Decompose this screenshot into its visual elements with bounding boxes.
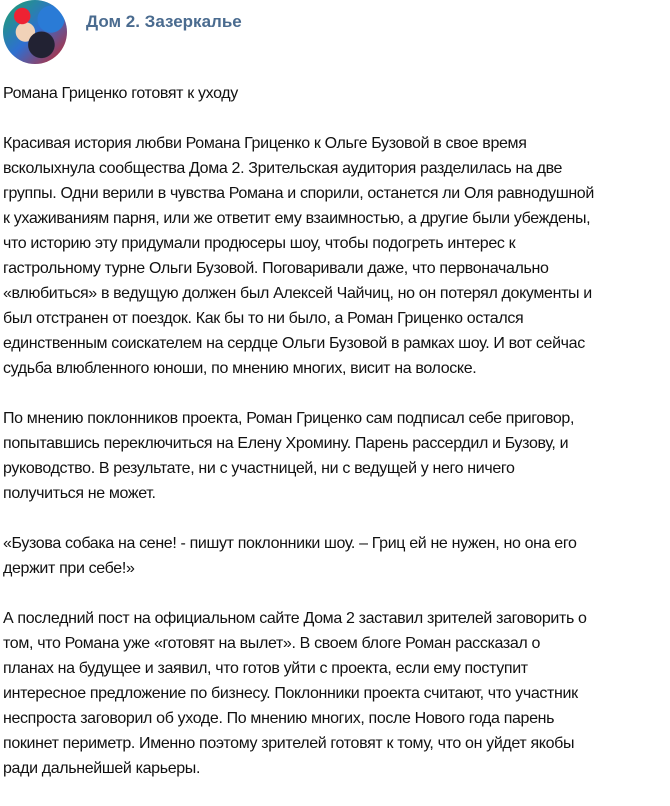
post-header: [0, 0, 670, 70]
paragraph-line: судьба влюбленного юноши, по мнению многих, висит на волоске.: [3, 360, 477, 377]
paragraph-line: гастрольному турне Ольги Бузовой. Поговаривали даже, что первоначально: [3, 260, 549, 277]
post-title-text: Романа Гриценко готовят к уходу: [3, 85, 238, 102]
post-title: [3, 81, 670, 106]
paragraph-line: А последний пост на официальном сайте Дома 2 заставил зрителей заговорить о: [3, 610, 587, 627]
paragraph-line: планах на будущее и заявил, что готов уйти с проекта, если ему поступит: [3, 660, 528, 677]
paragraph-line: всколыхнула сообщества Дома 2. Зрительская аудитория разделилась на две: [3, 160, 563, 177]
post-paragraph: [3, 406, 670, 506]
paragraph-line: к ухаживаниям парня, или же ответит ему взаимностью, а другие были убеждены,: [3, 210, 591, 227]
post-paragraph: [3, 531, 670, 581]
paragraph-line: группы. Одни верили в чувства Романа и спорили, останется ли Оля равнодушной: [3, 185, 594, 202]
paragraph-line: ради дальнейшей карьеры.: [3, 760, 201, 777]
paragraph-line: руководство. В результате, ни с участницей, ни с ведущей у него ничего: [3, 460, 515, 477]
paragraph-line: держит при себе!»: [3, 560, 135, 577]
paragraph-line: «Бузова собака на сене! - пишут поклонники шоу. – Гриц ей не нужен, но она его: [3, 535, 577, 552]
paragraph-line: интересное предложение по бизнесу. Поклонники проекта считают, что участник: [3, 685, 578, 702]
paragraph-line: покинет периметр. Именно поэтому зрителей готовят к тому, что он уйдет якобы: [3, 735, 575, 752]
paragraph-line: том, что Романа уже «готовят на вылет». В своем блоге Роман рассказал о: [3, 635, 541, 652]
paragraph-line: Красивая история любви Романа Гриценко к Ольге Бузовой в свое время: [3, 135, 527, 152]
group-avatar[interactable]: [3, 0, 67, 64]
group-name-link[interactable]: Дом 2. Зазеркалье: [86, 12, 242, 31]
paragraph-line: попытавшись переключиться на Елену Хромину. Парень рассердил и Бузову, и: [3, 435, 569, 452]
paragraph-line: единственным соискателем на сердце Ольги Бузовой в рамках шоу. И вот сейчас: [3, 335, 585, 352]
paragraph-line: что историю эту придумали продюсеры шоу, чтобы подогреть интерес к: [3, 235, 516, 252]
paragraph-line: «влюбиться» в ведущую должен был Алексей Чайчиц, но он потерял документы и: [3, 285, 592, 302]
paragraph-line: получиться не может.: [3, 485, 156, 502]
post-paragraph: [3, 131, 670, 381]
paragraph-line: По мнению поклонников проекта, Роман Гриценко сам подписал себе приговор,: [3, 410, 575, 427]
post-body: [3, 81, 670, 806]
post-paragraph: [3, 606, 670, 781]
paragraph-line: был отстранен от поездок. Как бы то ни было, а Роман Гриценко остался: [3, 310, 524, 327]
paragraph-line: неспроста заговорил об уходе. По мнению многих, после Нового года парень: [3, 710, 555, 727]
